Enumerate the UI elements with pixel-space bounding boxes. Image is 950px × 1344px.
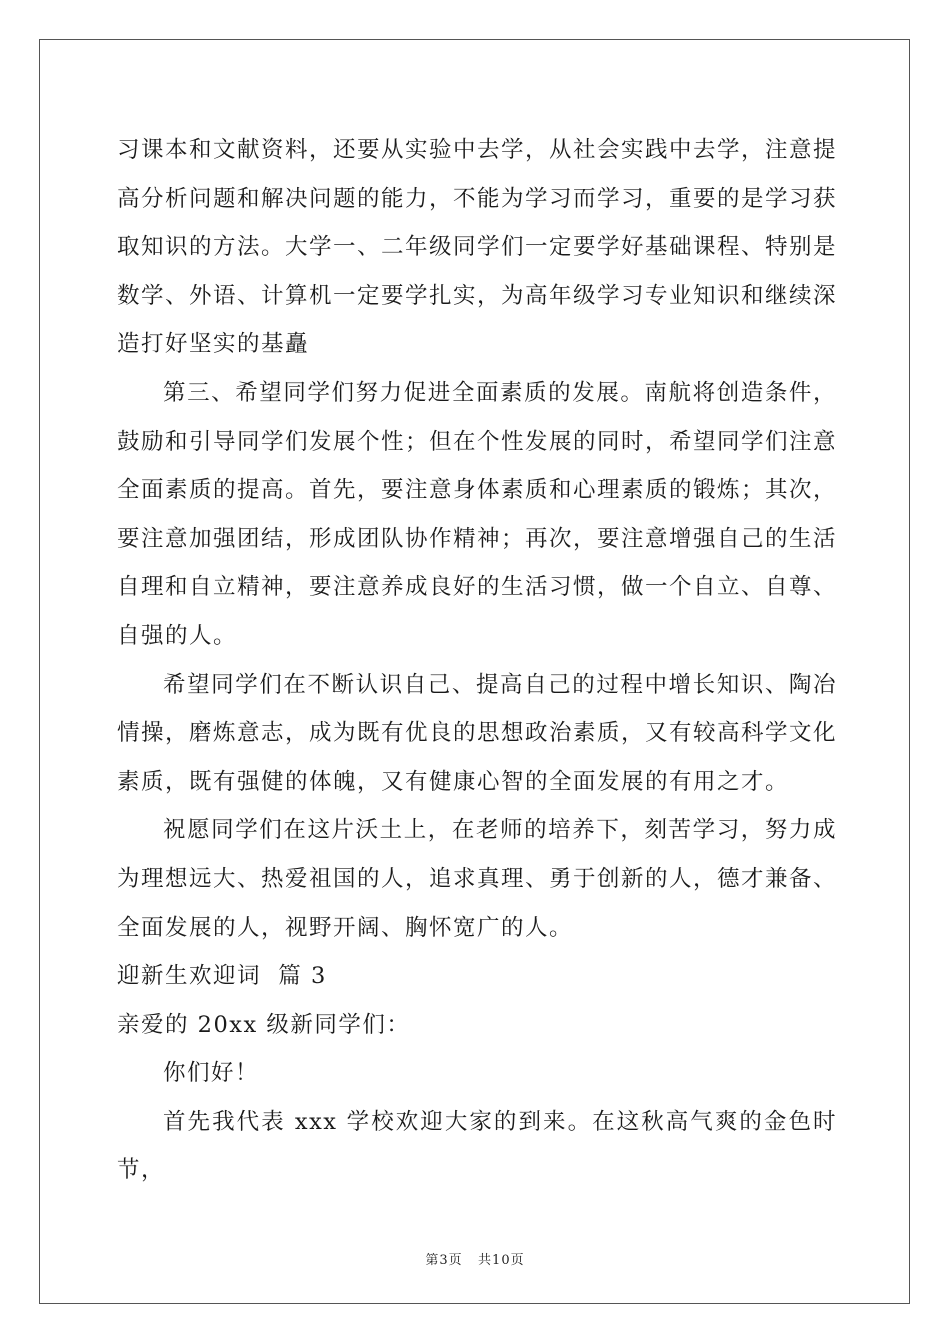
paragraph-4: 祝愿同学们在这片沃土上，在老师的培养下，刻苦学习，努力成为理想远大、热爱祖国的人，追求真理、勇于创新的人，德才兼备、全面发展的人，视野开阔、胸怀宽广的人。 [117,817,838,941]
paragraph-3: 希望同学们在不断认识自己、提高自己的过程中增长知识、陶冶情操，磨炼意志，成为既有优良的思想政治素质，又有较高科学文化素质，既有强健的体魄，又有健康心智的全面发展的有用之才。 [117,671,838,795]
document-body [117,126,837,1195]
section-heading: 迎新生欢迎词 篇 3 [117,963,327,990]
page-number-footer: 第3页 共10页 [425,1253,525,1268]
salutation: 亲爱的 20xx 级新同学们： [117,1011,411,1038]
paragraph-2: 第三、希望同学们努力促进全面素质的发展。南航将创造条件，鼓励和引导同学们发展个性；但在个性发展的同时，希望同学们注意全面素质的提高。首先，要注意身体素质和心理素质的锻炼；其次，要注意加强团结，形成团队协作精神；再次，要注意增强自己的生活自理和自立精神，要注意养成良好的生活习惯，做一个自立、自尊、自强的人。 [117,379,838,649]
paragraph-opening: 首先我代表 xxx 学校欢迎大家的到来。在这秋高气爽的金色时节， [117,1108,837,1184]
greeting: 你们好！ [163,1060,260,1087]
paragraph-1: 习课本和文献资料，还要从实验中去学，从社会实践中去学，注意提高分析问题和解决问题的能力，不能为学习而学习，重要的是学习获取知识的方法。大学一、二年级同学们一定要学好基础课程、特别是数学、外语、计算机一定要学扎实，为高年级学习专业知识和继续深造打好坚实的基矗 [117,137,838,358]
